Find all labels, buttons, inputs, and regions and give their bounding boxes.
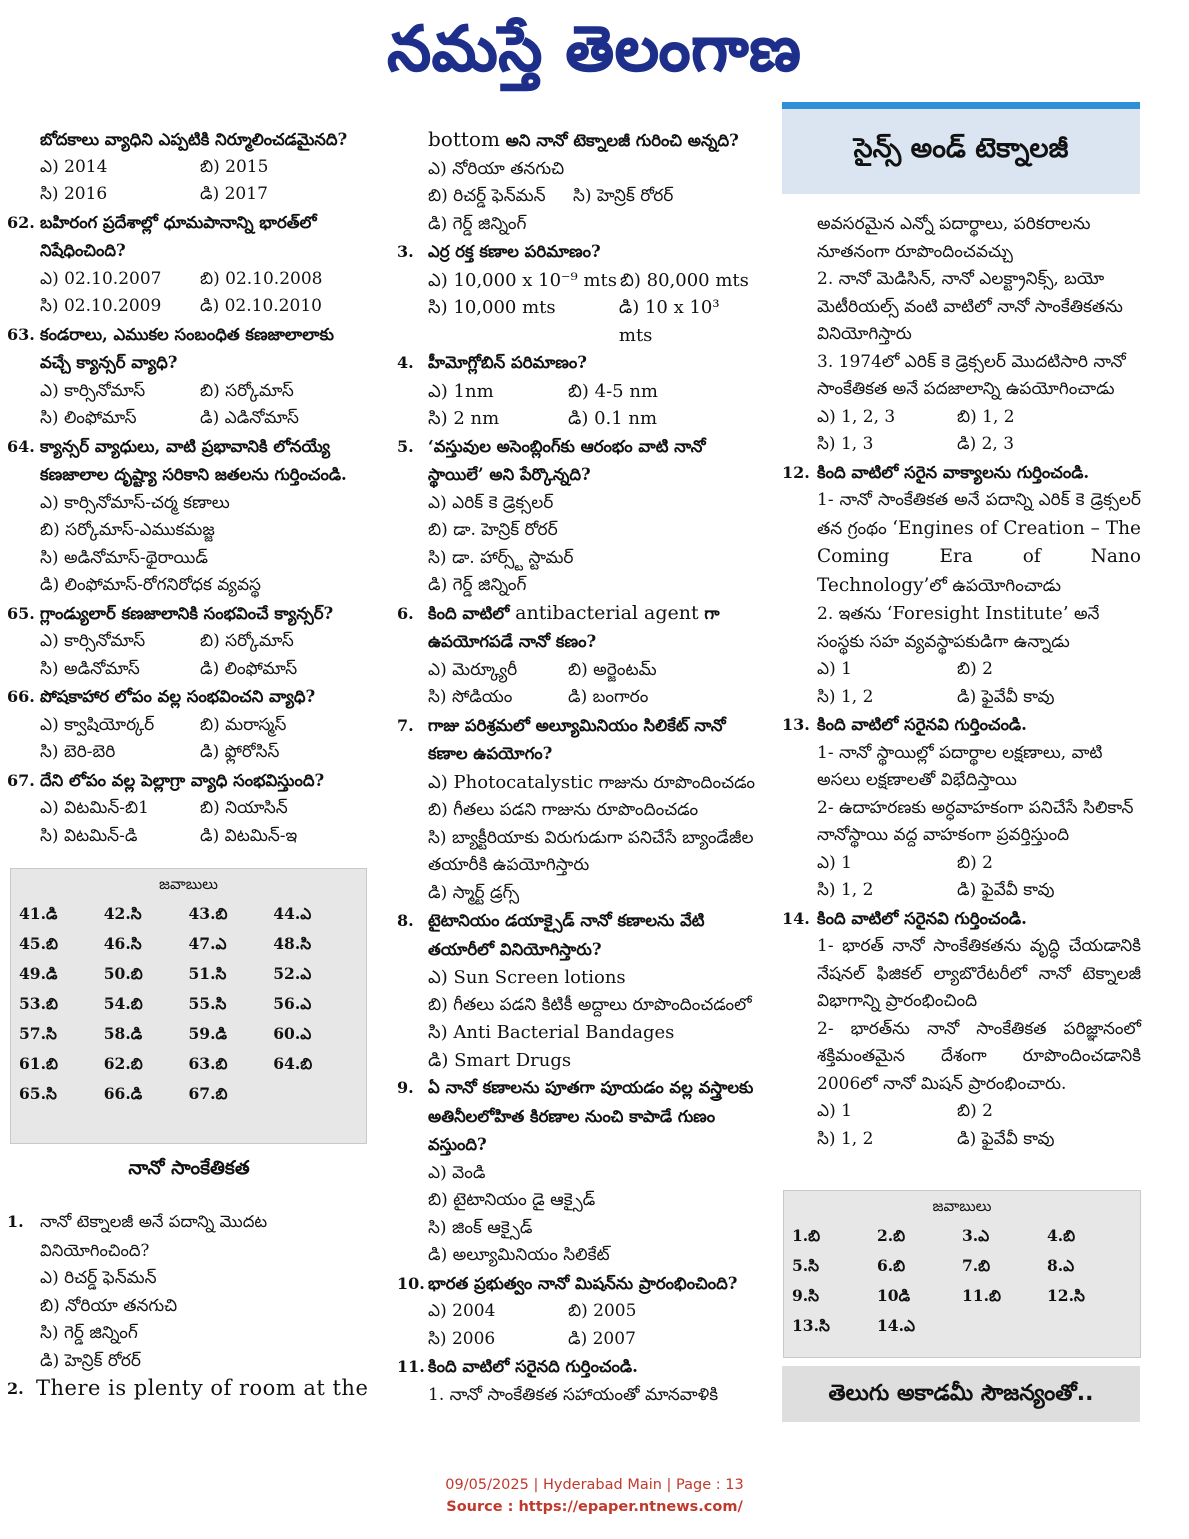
question-number: 13. (782, 715, 810, 734)
option: డి) 2017 (200, 184, 268, 204)
footer-edition-info: 09/05/2025 | Hyderabad Main | Page : 13 (445, 1477, 744, 1493)
question-63 (8, 321, 370, 378)
option: ఎ) నోరియా తనగుచి (428, 158, 565, 179)
section-heading: నానో సాంకేతికత (128, 1157, 250, 1179)
option: ఎ) 10,000 x 10⁻⁹ mts (428, 269, 618, 291)
option: డి) ఫ్లోరోసిస్ (200, 742, 280, 762)
answer-item: 12.సి (1047, 1286, 1085, 1305)
question-text: గాజు పరిశ్రమలో అల్యూమినియం సిలికేట్ నానో కణాల ఉపయోగం? (428, 715, 726, 763)
footer-source-link[interactable]: Source : https://epaper.ntnews.com/ (446, 1499, 743, 1515)
answer-item: 3.ఎ (962, 1226, 990, 1245)
option: డి) అల్యూమినియం సిలికేట్ (428, 1245, 610, 1265)
option: బి) గీతలు పడని కిటికీ అద్దాలు రూపొందించడంలో (428, 994, 752, 1015)
question-n13 (783, 711, 1141, 740)
question-n4 (398, 349, 758, 378)
answer-item: 47.ఎ (188, 934, 227, 953)
answers-box-left (10, 868, 367, 1144)
answers-grid (792, 1223, 1132, 1339)
option: డి) గెర్డ్ జిన్నింగ్ (428, 213, 527, 234)
statement: 1- నానో స్థాయిల్లో పదార్థాల లక్షణాలు, వాటి అసలు లక్షణాలతో విభేదిస్తాయి (817, 742, 1103, 790)
question-n10 (398, 1270, 758, 1299)
statement-te: అనే సంస్థకు సహ వ్యవస్థాపకుడిగా ఉన్నాడు (817, 604, 1100, 652)
option (398, 769, 758, 798)
answer-item: 6.బి (877, 1256, 906, 1275)
option: డి) లింఫోమాస్ (200, 658, 298, 679)
option: సి) అడినోమాస్-థైరాయిడ్ (40, 547, 208, 568)
option: డి) స్మార్ట్ డ్రగ్స్ (428, 882, 520, 903)
statement (783, 487, 1141, 600)
answers-title: జవాబులు (159, 875, 218, 893)
answer-item: 44.ఎ (273, 904, 312, 923)
option: బి) 2 (957, 1101, 993, 1121)
question-number: 7. (397, 715, 414, 735)
option: సి) 2006 (428, 1328, 496, 1349)
question-number: 4. (397, 353, 414, 372)
option: బి) 02.10.2008 (200, 268, 323, 289)
answer-item: 49.డి (19, 964, 58, 983)
question-text: నానో టెక్నాలజీ అనే పదాన్ని మొదట వినియోగించింది? (40, 1212, 268, 1260)
question-text: క్యాన్సర్ వ్యాధులు, వాటి ప్రభావానికి లోనయ్యే కణజాలాల దృష్ట్యా సరికాని జతలను గుర్తించండి. (40, 436, 347, 484)
statement-te: 2. ఇతను (817, 604, 887, 624)
question-text: కింది వాటిలో (428, 603, 516, 623)
question-text: భారత ప్రభుత్వం నానో మిషన్‌ను ప్రారంభించింది? (428, 1273, 738, 1293)
option: ఎ) క్వాషియోర్కర్ (40, 714, 155, 735)
question-number: 12. (782, 462, 810, 482)
option: ఎ) 1 (817, 1101, 852, 1121)
options-row (783, 1098, 1141, 1126)
question-text: కండరాలు, ఎముకల సంబంధిత కణజాలాలాకు వచ్చే క్యాన్సర్ వ్యాధి? (40, 324, 334, 372)
option: బి) సర్కోమాస్ (200, 631, 294, 651)
option: సి) 1, 2 (817, 880, 874, 900)
option: డి) లింఫోమాస్-రోగనిరోధక వ్యవస్థ (40, 575, 261, 595)
answer-item: 13.సి (792, 1316, 830, 1335)
question-text: కింది వాటిలో సరైనవి గుర్తించండి. (817, 908, 1027, 928)
option: సి) 1, 2 (817, 1128, 874, 1149)
option: డి) ఫైవేవీ కావు (957, 686, 1055, 707)
question-number: 8. (397, 911, 414, 930)
option: డి) Smart Drugs (428, 1049, 572, 1071)
option: బి) 2015 (200, 156, 269, 177)
question-62 (8, 209, 370, 266)
question-n12 (783, 459, 1141, 488)
answer-item: 52.ఎ (273, 964, 312, 983)
option: డి) 2007 (568, 1328, 636, 1349)
answer-item: 14.ఎ (877, 1316, 915, 1335)
answer-item: 62.బి (103, 1054, 143, 1073)
answer-item: 4.బి (1047, 1226, 1076, 1245)
question-n7 (398, 712, 758, 769)
question-64 (8, 433, 370, 490)
option: సి) 2 nm (428, 408, 500, 429)
option: డి) ఫైవేవీ కావు (957, 880, 1055, 900)
options-row (8, 405, 370, 433)
left-column (8, 126, 370, 850)
option: ఎ) వెండి (428, 1162, 486, 1183)
question-text: కింది వాటిలో సరైన వాక్యాలను గుర్తించండి. (817, 462, 1090, 482)
statement: 1- భారత్ నానో సాంకేతికతను వృద్ధి చేయడానికి నేషనల్ ఫిజికల్ ల్యాబొరేటరీలో నానో టెక్నాలజీ విభాగాన్ని ప్రారంభించింది (817, 936, 1141, 1011)
option: బి) 1, 2 (957, 406, 1015, 427)
answer-item: 58.డి (103, 1024, 143, 1043)
question-n8 (398, 907, 758, 964)
options-row (398, 378, 758, 406)
question-number: 64. (7, 436, 35, 456)
question-text: ‘వస్తువుల అసెంబ్లింగ్‌కు ఆరంభం వాటి నానో స్థాయిలే’ అని పేర్కొన్నది? (428, 436, 706, 484)
option: సి) విటమిన్-డి (40, 825, 138, 846)
question-66 (8, 683, 370, 712)
question-n6 (398, 600, 758, 657)
option: బి) టైటానియం డై ఆక్సైడ్ (428, 1190, 596, 1210)
answer-item: 50.బి (103, 964, 143, 983)
options-row (398, 1298, 758, 1326)
answer-item: 60.ఎ (273, 1024, 312, 1043)
question-number: 5. (397, 436, 414, 456)
option: డి) 2, 3 (957, 434, 1015, 454)
option: సి) హెన్రిక్ రోరర్ (573, 186, 674, 206)
option: ఎ) 1, 2, 3 (817, 406, 896, 427)
option: సి) 1, 3 (817, 434, 874, 454)
statement-en: ‘Engines of Creation – The Coming Era of Nano Technology’ (817, 517, 1141, 596)
answer-item: 8.ఎ (1047, 1256, 1075, 1275)
options-row (8, 628, 370, 656)
statement: 2- ఉదాహరణకు అర్ధవాహకంగా పనిచేసే సిలికాన్ నానోస్థాయి వద్ద వాహకంగా ప్రవర్తిస్తుంది (817, 797, 1134, 845)
option: ఎ) 2014 (40, 156, 108, 177)
option: సి) 2016 (40, 184, 108, 204)
answer-item: 48.సి (273, 934, 312, 953)
question-text: గా ఉపయోగపడే నానో కణం? (428, 603, 720, 651)
answers-grid (19, 901, 358, 1107)
options-row (398, 294, 758, 349)
option: బి) డా. హెన్రిక్ రోరర్ (428, 520, 558, 540)
answers-title: జవాబులు (932, 1197, 992, 1215)
answer-item: 11.బి (962, 1286, 1001, 1305)
option: డి) 0.1 nm (568, 408, 658, 429)
option: డి) 10 x 10³ mts (618, 297, 720, 346)
page-footer (0, 1474, 1189, 1518)
options-row (8, 154, 370, 182)
question-n14 (783, 905, 1141, 934)
question-text: కింది వాటిలో సరైనది గుర్తించండి. (428, 1357, 638, 1376)
options-row (783, 850, 1141, 878)
option: సి) లింఫోమాస్ (40, 408, 137, 428)
question-n2 (8, 1375, 370, 1405)
answer-item: 10డి (877, 1286, 911, 1305)
options-row (8, 795, 370, 823)
question-number: 10. (397, 1273, 425, 1293)
question-n5 (398, 433, 758, 490)
options-row (8, 266, 370, 294)
option: సి) జింక్ ఆక్సైడ్ (428, 1217, 533, 1238)
question-67 (8, 767, 370, 796)
question-number: 65. (7, 603, 35, 623)
question-text-en: antibacterial agent (515, 601, 699, 624)
question-number: 14. (782, 908, 810, 928)
options-row (398, 1326, 758, 1354)
options-row (8, 181, 370, 209)
options-row (398, 183, 758, 211)
question-n11 (398, 1353, 758, 1382)
statement: 3. 1974లో ఎరిక్ కె డ్రెక్సలర్ మొదటిసారి నానో సాంకేతికత అనే పదజాలాన్ని ఉపయోగించాడు (817, 351, 1126, 399)
option: ఎ) కార్సినోమాస్ (40, 631, 146, 651)
options-row (398, 405, 758, 433)
statement-te: 1- నానో సాంకేతికత అనే పదాన్ని ఎరిక్ కె డ్రెక్సలర్ తన గ్రంథం (817, 490, 1141, 539)
question-number: 67. (7, 770, 35, 790)
option: ఎ) మెర్క్యూరీ (428, 659, 518, 680)
option: బి) 2005 (568, 1301, 637, 1321)
middle-column (398, 126, 758, 1409)
option: డి) గెర్డ్ జిన్నింగ్ (428, 575, 527, 595)
section-banner (782, 102, 1140, 194)
answer-item: 5.సి (792, 1256, 820, 1275)
answer-item: 56.ఎ (273, 994, 312, 1013)
options-row (8, 823, 370, 851)
option: బి) 80,000 mts (620, 269, 749, 291)
answer-item: 9.సి (792, 1286, 820, 1305)
options-row (398, 657, 758, 685)
option: ఎ) ఎరిక్ కె డ్రెక్సలర్ (428, 492, 554, 513)
question-65 (8, 600, 370, 629)
option: బి) మరాస్మస్ (200, 714, 287, 735)
option: ఎ) Sun Screen lotions (428, 967, 626, 988)
options-row (8, 378, 370, 406)
statement: 2- భారత్‌ను నానో సాంకేతికత పరిజ్ఞానంలో శక్తిమంతమైన దేశంగా రూపొందించడానికి 2006లో నానో మిషన్ ప్రారంభించారు. (817, 1018, 1141, 1094)
question-n3 (398, 238, 758, 267)
options-row (783, 404, 1141, 432)
option: బి) సర్కోమాస్ (200, 380, 294, 401)
question-text: ఏ నానో కణాలను పూతగా పూయడం వల్ల వస్త్రాలకు అతినీలలోహిత కిరణాల నుంచి కాపాడే గుణం వస్తుంది? (428, 1078, 754, 1154)
question-text: పోషకాహార లోపం వల్ల సంభవించని వ్యాధి? (40, 687, 316, 706)
option: బి) అర్జెంటమ్ (568, 659, 657, 680)
options-row (783, 1126, 1141, 1154)
answer-item: 46.సి (103, 934, 142, 953)
options-row (8, 712, 370, 740)
options-row (783, 877, 1141, 905)
question-text: ఎర్ర రక్త కణాల పరిమాణం? (428, 242, 601, 261)
section-banner-title: సైన్స్ అండ్ టెక్నాలజీ (853, 133, 1069, 164)
answer-item: 67.బి (188, 1084, 228, 1103)
answer-item: 59.డి (188, 1024, 227, 1043)
option: డి) హెన్రిక్ రోరర్ (40, 1350, 142, 1371)
answer-item: 1.బి (792, 1226, 821, 1245)
option: ఎ) విటమిన్-బి1 (40, 798, 149, 818)
masthead (0, 4, 1189, 94)
option: ఎ) 02.10.2007 (40, 268, 162, 289)
option: బి) 4-5 nm (568, 380, 658, 402)
option: సి) డా. హార్స్ట్ స్టామర్ (428, 547, 574, 568)
question-number: 3. (397, 242, 414, 261)
question-text: గ్లాండ్యులార్ కణజాలానికి సంభవించే క్యాన్సర్? (40, 603, 334, 623)
option: బి) గీతలు పడని గాజును రూపొందించడం (428, 800, 699, 820)
newspaper-logo: నమస్తే తెలంగాణ (387, 12, 802, 85)
option-en: ఎ) Photocatalystic (428, 771, 594, 793)
option: సి) బ్యాక్టీరియాకు విరుగుడుగా పనిచేసే బ్యాండేజీల తయారీకి ఉపయోగిస్తారు (428, 827, 754, 875)
option: డి) ఫైవేవీ కావు (957, 1128, 1055, 1149)
option: ఎ) 1 (817, 659, 852, 679)
option: సి) 10,000 mts (428, 297, 556, 318)
options-row (398, 267, 758, 295)
answer-item: 41.డి (19, 904, 58, 923)
question-text: హీమోగ్లోబిన్ పరిమాణం? (428, 353, 587, 372)
question-text-en: bottom (428, 127, 500, 151)
option: బి) నియాసిన్ (200, 798, 288, 818)
option: బి) నోరియా తనగుచి (40, 1295, 178, 1316)
question-text: There is plenty of room at the (36, 1376, 369, 1400)
answer-item: 42.సి (103, 904, 142, 923)
options-row (783, 684, 1141, 712)
option-te: గాజును రూపొందించడం (593, 772, 756, 793)
option: బి) 2 (957, 659, 993, 679)
option: డి) ఎడినోమాస్ (200, 408, 299, 428)
option: సి) Anti Bacterial Bandages (428, 1022, 675, 1043)
answer-item: 57.సి (19, 1024, 57, 1043)
options-row (8, 656, 370, 684)
answers-box-right (783, 1190, 1141, 1358)
answer-item: 7.బి (962, 1256, 991, 1275)
question-text: దేని లోపం వల్ల పెల్లాగ్రా వ్యాధి సంభవిస్తుంది? (40, 770, 325, 790)
statement: అవసరమైన ఎన్నో పదార్థాలు, పరికరాలను నూతనంగా రూపొందించవచ్చు (817, 214, 1091, 262)
option: సి) బెరి-బెరి (40, 742, 116, 762)
option: డి) 02.10.2010 (200, 296, 322, 316)
answer-item: 55.సి (188, 994, 227, 1013)
option: డి) విటమిన్-ఇ (200, 825, 298, 846)
question-number: 2. (7, 1379, 24, 1398)
answer-item: 2.బి (877, 1226, 906, 1245)
question-text-te: అని నానో టెక్నాలజీ గురించి అన్నది? (499, 131, 739, 150)
question-text: బహిరంగ ప్రదేశాల్లో ధూమపానాన్ని భారత్‌లో నిషేధించింది? (40, 212, 317, 260)
option: డి) బంగారం (568, 687, 649, 707)
option: ఎ) కార్సినోమాస్ (40, 380, 146, 401)
right-column (783, 211, 1141, 1153)
answer-item: 63.బి (188, 1054, 228, 1073)
question-number: 1. (7, 1212, 24, 1231)
question-n1 (8, 1208, 370, 1265)
question-text (398, 126, 758, 156)
options-row (8, 739, 370, 767)
answer-item: 45.బి (19, 934, 58, 953)
answer-item: 51.సి (188, 964, 227, 983)
courtesy-text: తెలుగు అకాడమీ సౌజన్యంతో.. (828, 1381, 1094, 1406)
options-row (783, 431, 1141, 459)
question-number: 62. (7, 212, 35, 232)
left-column-lower (8, 1208, 370, 1405)
statement: 1. నానో సాంకేతికత సహాయంతో మానవాళికి (428, 1384, 719, 1405)
option: సి) 02.10.2009 (40, 296, 162, 316)
statement: 2. నానో మెడిసిన్, నానో ఎలక్ట్రానిక్స్, బయో మెటీరియల్స్ వంటి వాటిలో నానో సాంకేతికతను వినియోగిస్తారు (817, 269, 1123, 344)
option: సి) అడినోమాస్ (40, 658, 140, 679)
option: ఎ) 1 (817, 852, 852, 873)
answer-item: 65.సి (19, 1084, 57, 1103)
option: ఎ) రిచర్డ్ ఫెన్‌మన్ (40, 1268, 157, 1288)
option: సి) 1, 2 (817, 686, 874, 707)
option: ఎ) 2004 (428, 1301, 496, 1321)
answer-item: 66.డి (103, 1084, 143, 1103)
options-row (398, 684, 758, 712)
option: ఎ) కార్సినోమాస్-చర్మ కణాలు (40, 492, 230, 513)
answer-item: 53.బి (19, 994, 58, 1013)
question-text: కింది వాటిలో సరైనవి గుర్తించండి. (817, 715, 1027, 734)
answer-item: 43.బి (188, 904, 228, 923)
option: ఎ) 1nm (428, 380, 494, 402)
options-row (8, 293, 370, 321)
question-n9 (398, 1074, 758, 1160)
option: సి) సోడియం (428, 687, 513, 707)
question-number: 9. (397, 1078, 414, 1097)
statement (783, 600, 1141, 656)
statement-en: ‘Foresight Institute’ (886, 603, 1069, 624)
options-row (783, 656, 1141, 684)
courtesy-banner (782, 1366, 1140, 1422)
answer-item: 64.బి (273, 1054, 313, 1073)
question-text: బోదకాలు వ్యాధిని ఎప్పటికి నిర్మూలించడమైనది? (40, 130, 348, 149)
option: బి) సర్కోమాస్-ఎముకమజ్జ (40, 520, 215, 540)
question-number: 11. (397, 1357, 425, 1376)
option: సి) గెర్డ్ జిన్నింగ్ (40, 1323, 138, 1343)
answer-item: 61.బి (19, 1054, 58, 1073)
option: బి) 2 (957, 852, 993, 873)
question-text: టైటానియం డయాక్సైడ్ నానో కణాలను వేటి తయారీలో వినియోగిస్తారు? (428, 911, 705, 959)
option: బి) రిచర్డ్ ఫెన్‌మన్ (428, 186, 546, 206)
statement-te: లో ఉపయోగించాడు (929, 575, 1062, 596)
question-number: 6. (397, 603, 414, 623)
answer-item: 54.బి (103, 994, 143, 1013)
question-number: 66. (7, 687, 35, 706)
question-number: 63. (7, 324, 35, 344)
